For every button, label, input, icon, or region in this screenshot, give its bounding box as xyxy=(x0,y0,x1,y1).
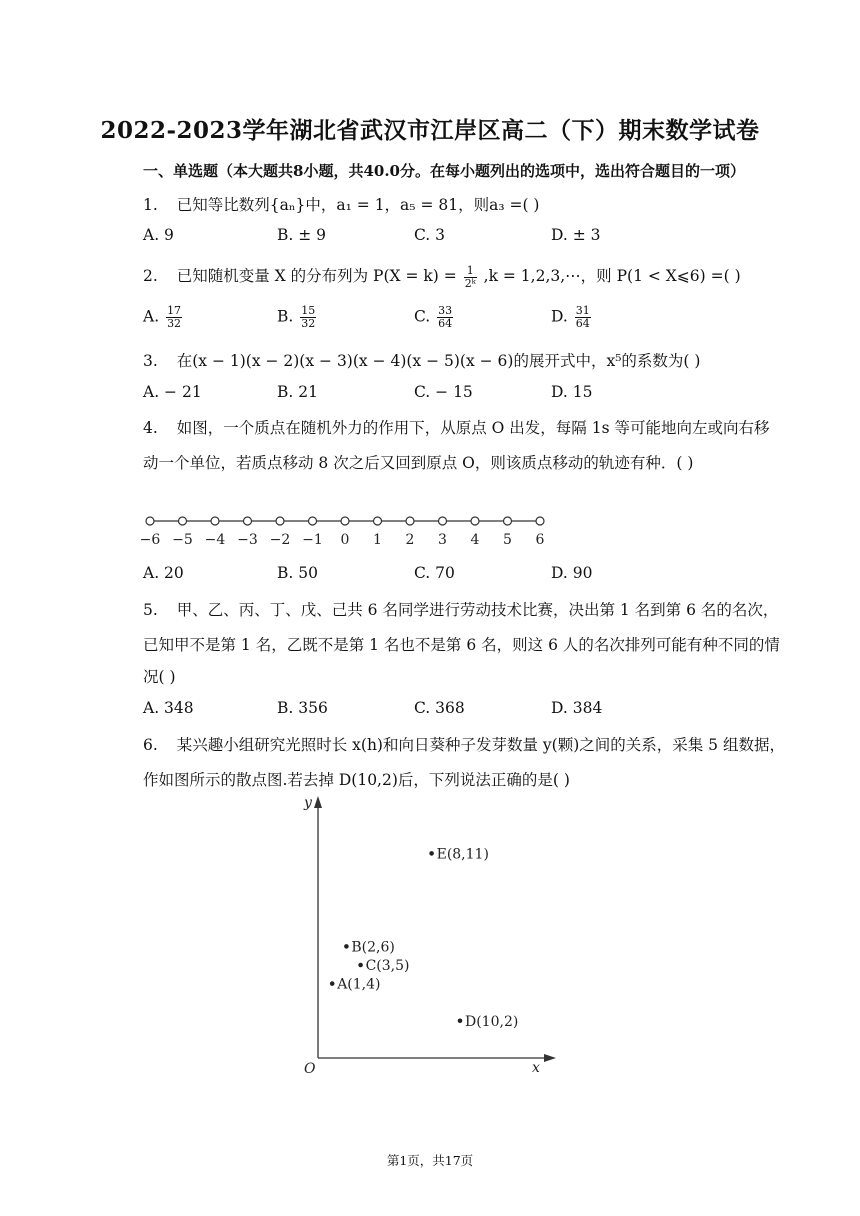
option-fraction xyxy=(300,305,316,330)
q1-option-b: B. ± 9 xyxy=(277,226,327,244)
number-line-tick-label: 0 xyxy=(340,532,350,548)
number-line-point xyxy=(179,517,187,525)
q2-option-a xyxy=(143,305,184,330)
question-text-before: 已知随机变量 X 的分布列为 P(X = k) = xyxy=(176,267,462,285)
number-line-point xyxy=(406,517,414,525)
fraction-denominator: 32 xyxy=(301,317,316,330)
question-number: 5. xyxy=(143,601,158,619)
scatter-point-label: E(8,11) xyxy=(436,846,489,863)
scatter-plot xyxy=(296,790,566,1080)
option-fraction xyxy=(166,305,182,330)
question-4 xyxy=(143,416,769,438)
number-line-point xyxy=(309,517,317,525)
question-text: 已知等比数列{aₙ}中，a₁ = 1，a₅ = 81，则a₃ =( ) xyxy=(176,196,540,214)
origin-label: O xyxy=(304,1061,316,1077)
question-3 xyxy=(143,349,700,371)
number-line-tick-label: 1 xyxy=(373,532,382,548)
number-line-point xyxy=(374,517,382,525)
fraction-numerator: 31 xyxy=(575,304,590,317)
fraction-denominator: 32 xyxy=(167,317,182,330)
question-text: 在(x − 1)(x − 2)(x − 3)(x − 4)(x − 5)(x − 6)的展开式中，x⁵的系数为( ) xyxy=(176,352,701,370)
fraction-denominator: 2ᵏ xyxy=(464,276,476,290)
scatter-point xyxy=(458,1019,463,1024)
q4-option-c: C. 70 xyxy=(414,564,455,582)
number-line-tick-label: −3 xyxy=(237,532,258,548)
scatter-point-label: B(2,6) xyxy=(351,939,395,956)
page-footer: 第1页，共17页 xyxy=(386,1153,474,1168)
fraction-denominator: 64 xyxy=(575,317,590,330)
question-5-line3: 况( ) xyxy=(143,668,176,686)
page-title: 2022-2023学年湖北省武汉市江岸区高二（下）期末数学试卷 xyxy=(100,117,760,144)
q5-option-c: C. 368 xyxy=(414,699,465,717)
question-number: 1. xyxy=(143,196,158,214)
fraction xyxy=(464,265,477,290)
q1-option-a: A. 9 xyxy=(143,226,174,244)
option-fraction xyxy=(437,305,453,330)
q5-option-b: B. 356 xyxy=(277,699,328,717)
y-axis-arrow xyxy=(314,796,322,808)
number-line-point xyxy=(211,517,219,525)
option-label: B. xyxy=(277,307,294,326)
question-text-line1: 甲、乙、丙、丁、戊、己共 6 名同学进行劳动技术比赛，决出第 1 名到第 6 名的名次， xyxy=(176,601,779,619)
number-line-point xyxy=(244,517,252,525)
option-label: A. xyxy=(143,307,160,326)
number-line-tick-label: 6 xyxy=(535,532,545,548)
fraction-numerator: 33 xyxy=(438,304,453,317)
fraction-denominator: 64 xyxy=(438,317,453,330)
q4-option-a: A. 20 xyxy=(143,564,184,582)
q3-option-d: D. 15 xyxy=(551,383,593,401)
scatter-point-label: C(3,5) xyxy=(365,958,410,974)
question-5 xyxy=(143,598,778,620)
question-text-after: ,k = 1,2,3,⋯，则 P(1 < X⩽6) =( ) xyxy=(483,267,741,285)
q4-option-d: D. 90 xyxy=(551,564,593,582)
scatter-points xyxy=(330,846,518,1029)
number-line-tick-label: −6 xyxy=(139,532,161,548)
section-header: 一、单选题（本大题共8小题，共40.0分。在每小题列出的选项中，选出符合题目的一项） xyxy=(143,162,745,180)
question-1 xyxy=(143,193,539,215)
number-line-point xyxy=(146,517,154,525)
scatter-point xyxy=(344,944,349,949)
number-line-tick-label: 3 xyxy=(438,532,447,548)
number-line xyxy=(138,510,558,552)
question-4-line2: 动一个单位，若质点移动 8 次之后又回到原点 O，则该质点移动的轨迹有种．( ) xyxy=(143,454,694,472)
option-fraction xyxy=(575,305,591,330)
number-line-point xyxy=(504,517,512,525)
scatter-point-label: A(1,4) xyxy=(337,976,381,993)
number-line-point xyxy=(439,517,447,525)
fraction-numerator: 17 xyxy=(167,304,182,317)
question-number: 3. xyxy=(143,352,158,370)
question-5-line2: 已知甲不是第 1 名，乙既不是第 1 名也不是第 6 名，则这 6 人的名次排列可能有种不同的情 xyxy=(143,636,780,654)
question-number: 4. xyxy=(143,419,158,437)
q2-option-c xyxy=(414,305,455,330)
q3-option-b: B. 21 xyxy=(277,383,318,401)
q1-option-c: C. 3 xyxy=(414,226,446,244)
fraction-numerator: 15 xyxy=(301,304,316,317)
number-line-tick-label: −2 xyxy=(269,532,291,548)
question-2 xyxy=(143,264,741,290)
scatter-point xyxy=(330,981,335,986)
number-line-point xyxy=(536,517,544,525)
number-line-tick-label: −5 xyxy=(172,532,193,548)
number-line-tick-label: −1 xyxy=(302,532,323,548)
scatter-point xyxy=(358,963,363,968)
q2-option-b xyxy=(277,305,318,330)
q1-option-d: D. ± 3 xyxy=(551,226,601,244)
question-text-line1: 如图，一个质点在随机外力的作用下，从原点 O 出发，每隔 1s 等可能地向左或向右移 xyxy=(176,419,770,437)
number-line-tick-label: −4 xyxy=(204,532,226,548)
question-number: 2. xyxy=(143,267,158,285)
option-label: C. xyxy=(414,307,431,326)
x-axis-arrow xyxy=(544,1054,556,1062)
option-label: D. xyxy=(551,307,568,326)
q5-option-d: D. 384 xyxy=(551,699,603,717)
number-line-point xyxy=(471,517,479,525)
number-line-labels xyxy=(140,532,545,548)
x-axis-label: x xyxy=(532,1060,540,1076)
q4-option-b: B. 50 xyxy=(277,564,318,582)
number-line-tick-label: 2 xyxy=(405,532,415,548)
number-line-tick-label: 4 xyxy=(470,532,480,548)
q3-option-c: C. − 15 xyxy=(414,383,473,401)
y-axis-label: y xyxy=(304,795,312,811)
number-line-tick-label: 5 xyxy=(503,532,512,548)
q3-option-a: A. − 21 xyxy=(143,383,202,401)
question-6 xyxy=(143,733,785,755)
scatter-point xyxy=(429,851,434,856)
question-text-line1: 某兴趣小组研究光照时长 x(h)和向日葵种子发芽数量 y(颗)之间的关系，采集 5 组数据， xyxy=(176,736,785,754)
scatter-point-label: D(10,2) xyxy=(465,1013,519,1030)
number-line-point xyxy=(341,517,349,525)
question-number: 6. xyxy=(143,736,158,754)
question-6-line2: 作如图所示的散点图.若去掉 D(10,2)后，下列说法正确的是( ) xyxy=(143,771,570,789)
q5-option-a: A. 348 xyxy=(143,699,194,717)
q2-option-d xyxy=(551,305,593,330)
fraction-numerator: 1 xyxy=(464,265,477,278)
number-line-point xyxy=(276,517,284,525)
